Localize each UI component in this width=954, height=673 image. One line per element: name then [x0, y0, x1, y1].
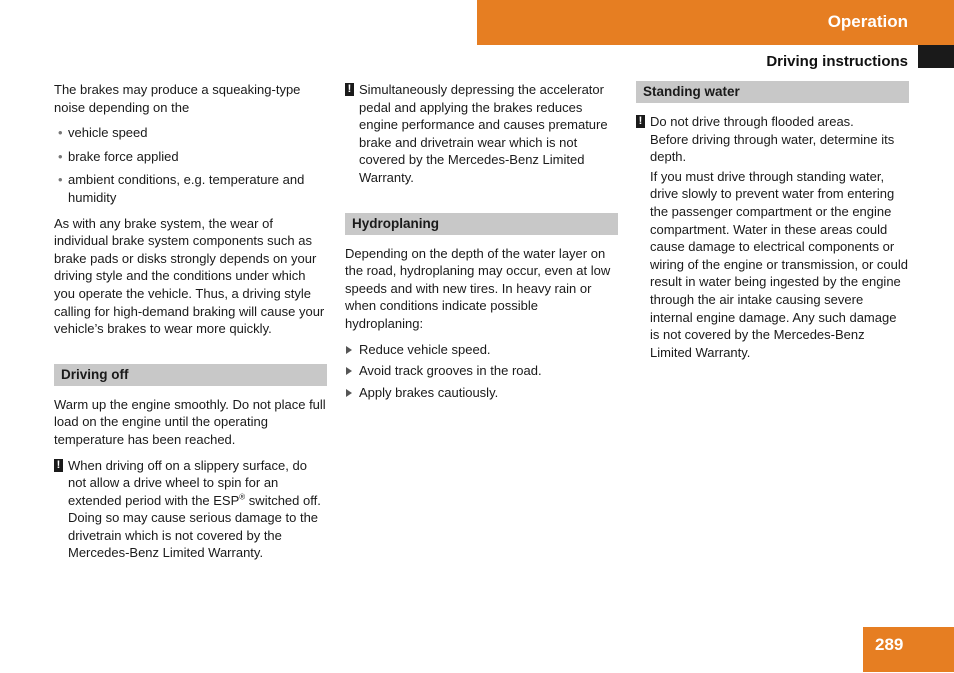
list-item: Apply brakes cautiously. [345, 384, 618, 402]
warning-exclamation-icon: ! [54, 459, 63, 472]
standing-water-paragraph: If you must drive through standing water, drive slowly to prevent water from entering the passenger compartment or the engine compartment. Water in these areas could cause damage to electrical components or wiring of the engine or transmission, or could result in water being ingested by the engine through the air intake causing severe internal engine damage. Any such damage is not covered by the Mercedes-Benz Limited Warranty. [650, 168, 908, 360]
chapter-header-bar [477, 0, 954, 45]
hydroplaning-paragraph: Depending on the depth of the water layer on the road, hydroplaning may occur, even at low speeds and with new tires. In heavy rain or when conditions indicate possible hydroplaning: [345, 245, 611, 331]
list-item: • vehicle speed [58, 125, 148, 141]
hydroplaning-steps [345, 341, 618, 402]
column-right [636, 81, 909, 369]
brake-noise-intro: The brakes may produce a squeaking-type noise depending on the [54, 82, 301, 115]
driving-off-warning: ! When driving off on a slippery surface, do not allow a drive wheel to spin for an extended period with the ESP® switched off. Doing so may cause serious damage to the drivetrain which is not covered by the Mercedes-Benz Limited Warranty. [54, 457, 327, 563]
brake-noise-list [54, 124, 327, 206]
arrow-right-icon [346, 346, 352, 354]
standing-water-warning: ! Do not drive through flooded areas. Before driving through water, determine its depth. [636, 113, 909, 166]
pedal-warning: ! Simultaneously depressing the accelerator pedal and applying the brakes reduces engine performance and causes premature brake and drivetrain wear which is not covered by the Mercedes-Benz Limited Warranty. [345, 81, 618, 187]
driving-off-paragraph: Warm up the engine smoothly. Do not place full load on the engine until the operating temperature has been reached. [54, 396, 326, 447]
bullet-icon: • [58, 125, 63, 141]
list-item: Avoid track grooves in the road. [345, 362, 618, 380]
column-middle [345, 81, 618, 405]
hydroplaning-heading: Hydroplaning [345, 213, 618, 235]
thumb-tab [918, 45, 954, 68]
standing-water-heading: Standing water [636, 81, 909, 103]
warning-exclamation-icon: ! [636, 115, 645, 128]
list-item: • brake force applied [58, 148, 179, 164]
bullet-icon: • [58, 172, 63, 188]
chapter-title: Operation [827, 12, 908, 31]
arrow-right-icon [346, 389, 352, 397]
driving-off-heading: Driving off [54, 364, 327, 386]
page-number: 289 [875, 635, 904, 654]
bullet-icon: • [58, 148, 63, 164]
brake-wear-paragraph: As with any brake system, the wear of individual brake system components such as brake pads or disks strongly depends on your driving style and the conditions under which you operate the vehicle. Thus, a driving style calling for high-demand braking will cause your vehicle’s brakes to wear more quickly. [54, 215, 325, 337]
section-title: Driving instructions [766, 53, 908, 70]
warning-exclamation-icon: ! [345, 83, 354, 96]
list-item: • ambient conditions, e.g. temperature and humidity [58, 172, 305, 205]
list-item: Reduce vehicle speed. [345, 341, 618, 359]
column-left [54, 81, 327, 570]
arrow-right-icon [346, 367, 352, 375]
page-number-box [863, 627, 954, 672]
